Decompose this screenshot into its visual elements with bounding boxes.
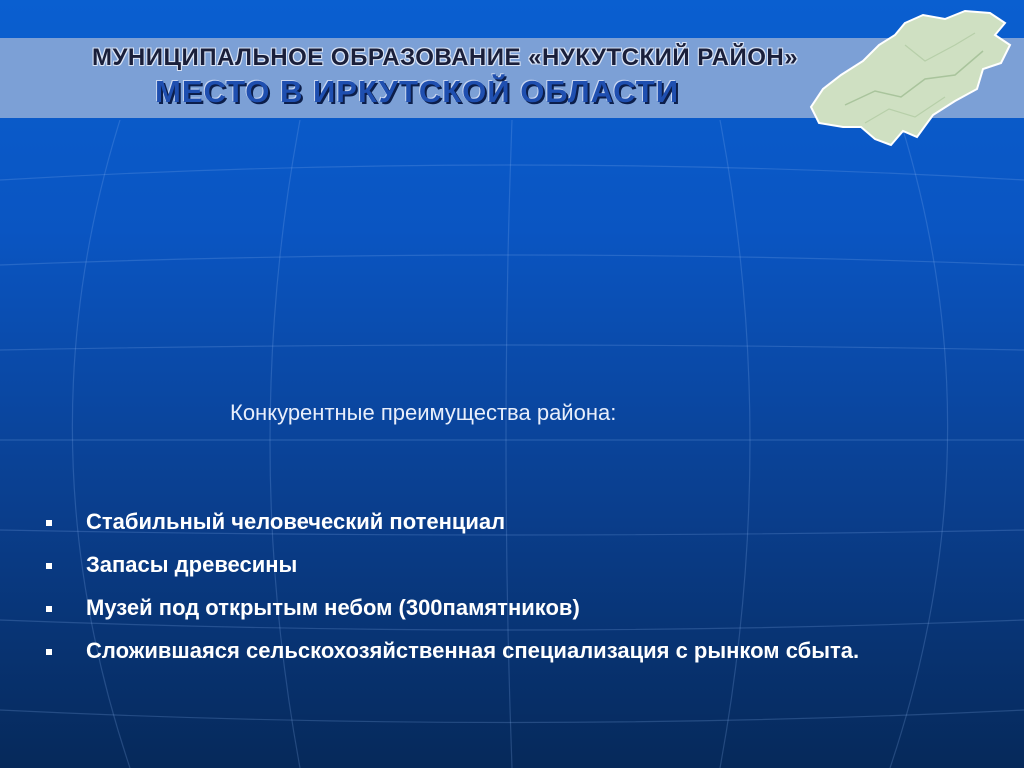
bullet-square-icon <box>46 520 52 526</box>
list-item-text: Сложившаяся сельскохозяйственная специализация с рынком сбыта. <box>86 638 860 663</box>
list-item <box>46 635 906 666</box>
list-item <box>46 549 906 580</box>
list-item <box>46 506 906 537</box>
list-item <box>46 592 906 623</box>
section-heading: Конкурентные преимущества района: <box>230 400 617 425</box>
list-item-text: Стабильный человеческий потенциал <box>86 509 506 534</box>
irkutsk-region-map-icon <box>805 5 1024 155</box>
advantages-list <box>46 506 906 678</box>
bullet-square-icon <box>46 649 52 655</box>
bullet-square-icon <box>46 563 52 569</box>
slide-title: МУНИЦИПАЛЬНОЕ ОБРАЗОВАНИЕ «НУКУТСКИЙ РАЙОН» <box>92 44 799 71</box>
bullet-square-icon <box>46 606 52 612</box>
list-item-text: Запасы древесины <box>86 552 298 577</box>
slide-subtitle: МЕСТО В ИРКУТСКОЙ ОБЛАСТИ <box>155 74 680 109</box>
list-item-text: Музей под открытым небом (300памятников) <box>86 595 580 620</box>
